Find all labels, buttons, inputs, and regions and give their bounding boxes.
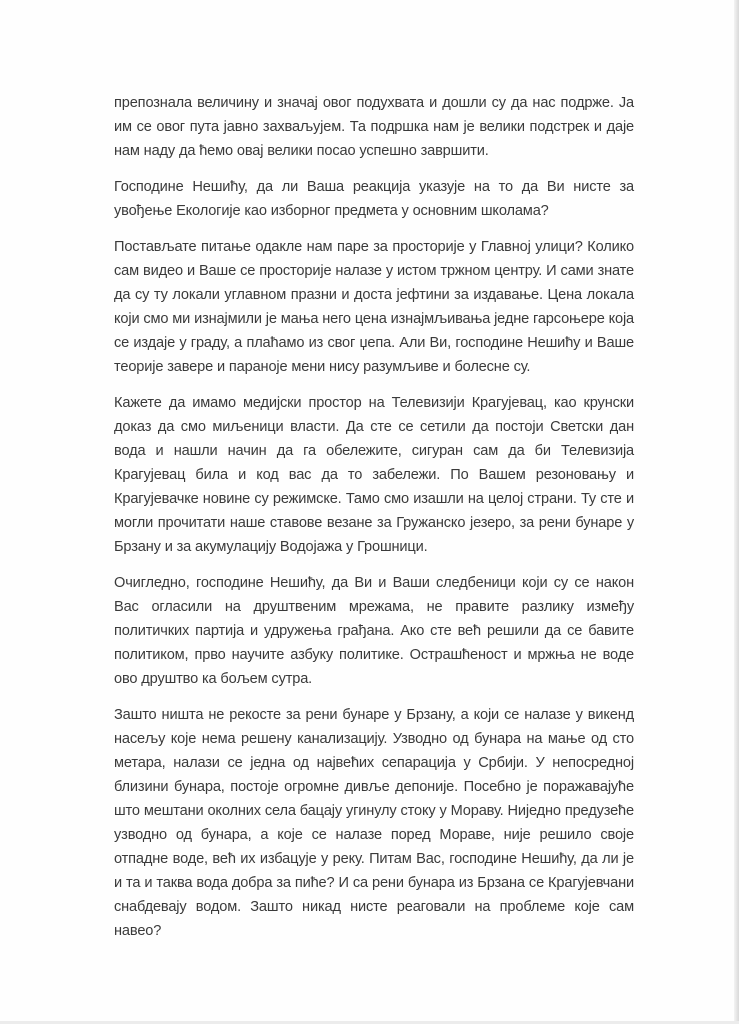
scan-edge-right — [734, 0, 739, 1024]
paragraph-4: Кажете да имамо медијски простор на Телевизији Крагујевац, као крунски доказ да смо миљеници власти. Да сте се сетили да постоји Светски дан вода и нашли начин да га обележите, сигуран сам да би Телевизија Крагујевац била и код вас да то забележи. По Вашем резоновању и Крагујевачке новине су режимске. Тамо смо изашли на целој страни. Ту сте и могли прочитати наше ставове везане за Гружанско језеро, за рени бунаре у Брзану и за акумулацију Водојажа у Грошници. — [114, 395, 634, 555]
paragraph-5: Очигледно, господине Нешићу, да Ви и Ваши следбеници који су се након Вас огласили на друштвеним мрежама, не правите разлику између политичких партија и удружења грађана. Ако сте већ решили да се бавите политиком, прво научите азбуку политике. Острашћеност и мржња не воде ово друштво ка бољем сутра. — [114, 575, 634, 687]
document-body — [114, 91, 634, 955]
paragraph-2: Господине Нешићу, да ли Ваша реакција указује на то да Ви нисте за увођење Екологије као изборног предмета у основним школама? — [114, 179, 634, 219]
paragraph-3: Постављате питање одакле нам паре за просторије у Главној улици? Колико сам видео и Ваше се просторије налазе у истом тржном центру. И сами знате да су ту локали углавном празни и доста јефтини за издавање. Цена локала који смо ми изнајмили је мања него цена изнајмљивања једне гарсоњере која се издаје у граду, а плаћамо из свог џепа. Али Ви, господине Нешићу и Ваше теорије завере и параноје мени нису разумљиве и болесне су. — [114, 239, 634, 375]
paragraph-1: препознала величину и значај овог подухвата и дошли су да нас подрже. Ја им се овог пута јавно захваљујем. Та подршка нам је велики подстрек и даје нам наду да ћемо овај велики посао успешно завршити. — [114, 95, 634, 159]
paragraph-6: Зашто ништа не рекосте за рени бунаре у Брзану, а који се налазе у викенд насељу које нема решену канализацију. Узводно од бунара на мање од сто метара, налази се једна од највећих сепарација у Србији. У непосредној близини бунара, постоје огромне дивље депоније. Посебно је поражавајуће што мештани околних села бацају угинулу стоку у Мораву. Ниједно предузеће узводно од бунара, а које се налазе поред Мораве, није решило своје отпадне воде, већ их избацује у реку. Питам Вас, господине Нешићу, да ли је и та и таква вода добра за пиће? И са рени бунара из Брзана се Крагујевчани снабдевају водом. Зашто никад нисте реаговали на проблеме које сам навео? — [114, 707, 634, 939]
